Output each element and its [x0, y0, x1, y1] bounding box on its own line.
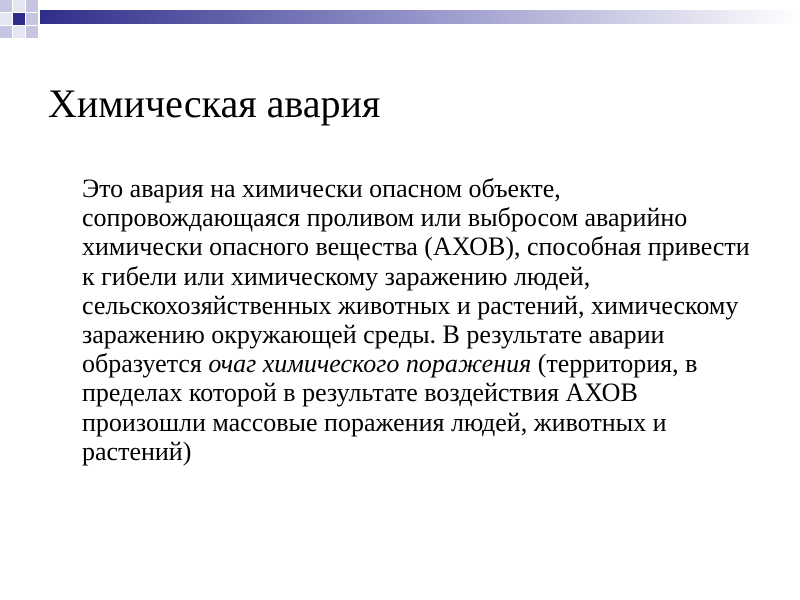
decor-square-9 [26, 26, 38, 38]
decor-gradient-bar [40, 10, 800, 24]
decor-square-2 [13, 0, 25, 12]
decor-square-7 [0, 26, 12, 38]
decor-square-5 [13, 13, 25, 25]
slide-body [82, 174, 762, 466]
body-text-emphasis: очаг химического поражения [208, 349, 532, 379]
decor-square-8 [13, 26, 25, 38]
decor-square-3 [26, 0, 38, 12]
decor-square-1 [0, 0, 12, 12]
body-text-after: (территория, в пределах которой в результате воздействия АХОВ произошли массовые поражения людей, животных и растений) [82, 349, 698, 466]
body-text-before: Это авария на химически опасном объекте, сопровождающаяся проливом или выбросом аварийно химически опасного вещества (АХОВ), способная привести к гибели или химическому заражению людей, сельскохозяйственных животных и растений, химическому заражению окружающей среды. В результате аварии образуется [82, 174, 750, 379]
slide-title: Химическая авария [48, 81, 381, 126]
decor-square-6 [26, 13, 38, 25]
header-decoration [0, 0, 800, 60]
decor-square-4 [0, 13, 12, 25]
